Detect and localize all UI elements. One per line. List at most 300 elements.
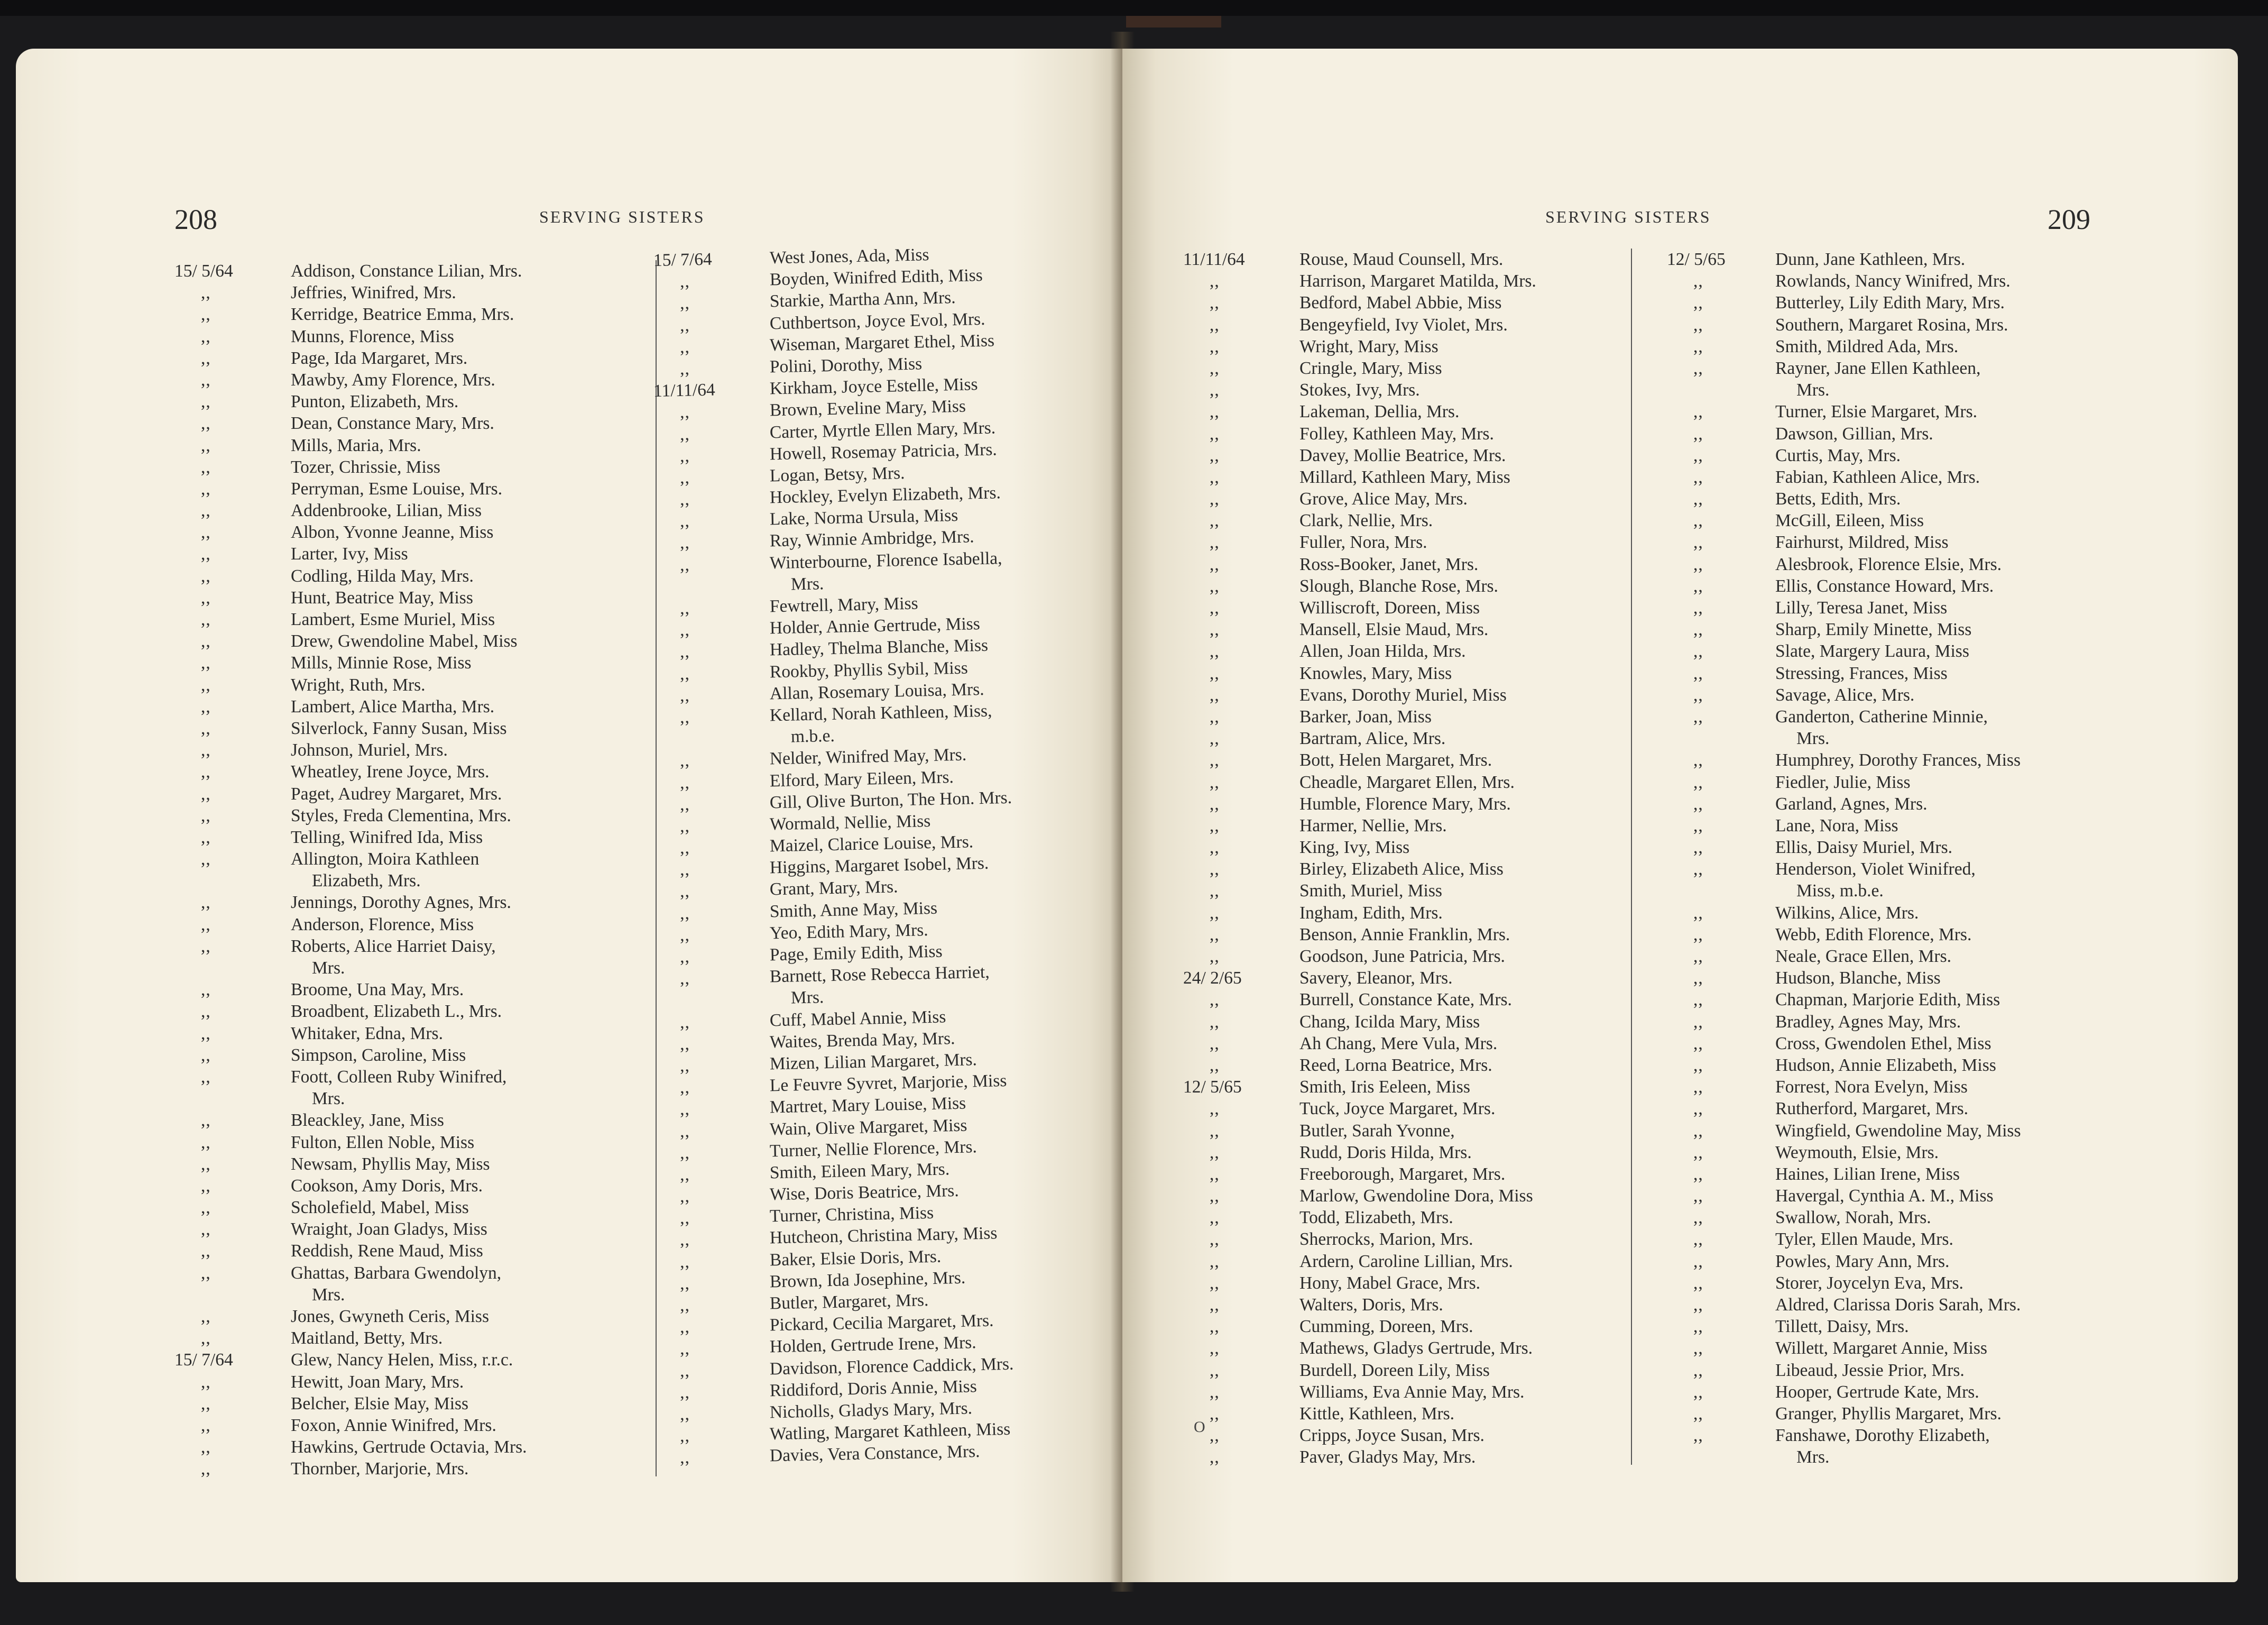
entry-name: Grant, Mary, Mrs.	[769, 877, 898, 899]
entry-date: ,,	[679, 641, 690, 662]
entry-name: Tillett, Daisy, Mrs.	[1775, 1317, 1909, 1337]
list-item	[653, 1159, 950, 1186]
entry-date: ,,	[1210, 1164, 1220, 1184]
entry-name: Henderson, Violet Winifred,	[1775, 859, 1976, 879]
entry-date: ,,	[1693, 533, 1703, 553]
entry-name: Haines, Lilian Irene, Miss	[1775, 1164, 1960, 1184]
running-title-right: SERVING SISTERS	[1545, 207, 1711, 226]
entry-name: Fewtrell, Mary, Miss	[769, 593, 918, 617]
list-item	[653, 1354, 1014, 1382]
entry-date: ,,	[1693, 293, 1703, 313]
entry-date: ,,	[1210, 663, 1220, 683]
entry-name: King, Ivy, Miss	[1299, 838, 1410, 858]
entry-name: Cheadle, Margaret Ellen, Mrs.	[1299, 772, 1515, 792]
list-item	[653, 726, 835, 750]
list-item	[653, 245, 929, 271]
entry-date: ,,	[1210, 620, 1220, 640]
entry-name: Swallow, Norah, Mrs.	[1775, 1208, 1931, 1228]
entry-name: Punton, Elizabeth, Mrs.	[291, 392, 459, 412]
entry-date: ,,	[679, 402, 690, 423]
entry-name: Albon, Yvonne Jeanne, Miss	[291, 522, 494, 543]
entry-name: Brown, Eveline Mary, Miss	[769, 396, 966, 420]
entry-date: ,,	[679, 1426, 690, 1446]
entry-name: Davey, Mollie Beatrice, Mrs.	[1299, 445, 1506, 465]
column-rule	[656, 260, 657, 1476]
entry-name: Slough, Blanche Rose, Mrs.	[1299, 576, 1498, 596]
entry-date: ,,	[201, 610, 211, 629]
entry-date: ,,	[201, 631, 211, 651]
right-page	[1122, 49, 2238, 1582]
entry-date: ,,	[1693, 445, 1703, 465]
entry-date: ,,	[1210, 576, 1220, 596]
entry-name: Telling, Winifred Ida, Miss	[291, 827, 483, 847]
entry-date: ,,	[679, 315, 690, 335]
entry-name: Page, Emily Edith, Miss	[769, 941, 943, 965]
entry-date: ,,	[1210, 859, 1220, 879]
entry-name: Reed, Lorna Beatrice, Mrs.	[1299, 1055, 1492, 1075]
entry-name: Paget, Audrey Margaret, Mrs.	[291, 784, 502, 804]
entry-date: ,,	[1210, 1273, 1220, 1293]
entry-date: ,,	[679, 1055, 690, 1076]
list-item	[653, 679, 984, 707]
entry-name: Drew, Gwendoline Mabel, Miss	[291, 631, 518, 651]
entry-date: ,,	[679, 1273, 690, 1293]
list-item	[653, 832, 974, 859]
entry-date: ,,	[1210, 1295, 1220, 1315]
entry-name: Kellard, Norah Kathleen, Miss,	[769, 701, 992, 726]
entry-name: Knowles, Mary, Miss	[1299, 663, 1452, 683]
entry-date: ,,	[1693, 947, 1703, 966]
entry-name: Hunt, Beatrice May, Miss	[291, 587, 473, 608]
entry-name: Jennings, Dorothy Agnes, Mrs.	[291, 893, 511, 913]
entry-name: Holden, Gertrude Irene, Mrs.	[769, 1333, 976, 1357]
entry-name: Watling, Margaret Kathleen, Miss	[769, 1419, 1011, 1444]
entry-name: Wain, Olive Margaret, Miss	[769, 1115, 967, 1139]
entry-date: ,,	[679, 1012, 690, 1032]
entry-date: ,,	[201, 980, 211, 1000]
entry-date: ,,	[679, 337, 690, 357]
entry-name: Cookson, Amy Doris, Mrs.	[291, 1176, 483, 1196]
list-item	[653, 374, 978, 402]
entry-name: Wise, Doris Beatrice, Mrs.	[769, 1180, 960, 1205]
list-item	[653, 1180, 960, 1208]
entry-name: Stokes, Ivy, Mrs.	[1299, 380, 1420, 400]
list-item	[653, 987, 824, 1012]
entry-date: ,,	[1693, 271, 1703, 291]
entry-date: ,,	[1210, 903, 1220, 923]
entry-date: ,,	[679, 1338, 690, 1359]
entry-date: ,,	[201, 1110, 211, 1131]
entry-name: Storer, Joycelyn Eva, Mrs.	[1775, 1273, 1963, 1293]
entry-name: Cripps, Joyce Susan, Mrs.	[1299, 1426, 1485, 1446]
entry-date: ,,	[201, 370, 211, 390]
entry-date: ,,	[1693, 1055, 1703, 1075]
entry-date: ,,	[1210, 380, 1220, 400]
entry-date: ,,	[1210, 1142, 1220, 1162]
list-item	[653, 463, 905, 489]
entry-name: Slate, Margery Laura, Miss	[1775, 641, 1969, 662]
entry-name: Clark, Nellie, Mrs.	[1299, 511, 1433, 531]
entry-name: Miss, m.b.e.	[1796, 881, 1884, 901]
scan-edge-top	[0, 0, 2268, 16]
list-item	[653, 877, 898, 903]
entry-date: ,,	[201, 849, 211, 869]
entry-date: ,,	[1210, 467, 1220, 487]
entry-name: Reddish, Rene Maud, Miss	[291, 1241, 483, 1261]
entry-date: ,,	[201, 1328, 211, 1348]
entry-name: Marlow, Gwendoline Dora, Miss	[1299, 1186, 1533, 1206]
book-spine	[1126, 16, 1221, 27]
entry-name: Williscroft, Doreen, Miss	[1299, 598, 1480, 618]
entry-date: 12/ 5/65	[1183, 1077, 1242, 1097]
entry-name: Boyden, Winifred Edith, Miss	[769, 265, 983, 290]
entry-name: Butler, Margaret, Mrs.	[769, 1290, 929, 1314]
entry-date: ,,	[201, 653, 211, 673]
entry-name: Hadley, Thelma Blanche, Miss	[769, 636, 989, 660]
entry-name: Mrs.	[312, 958, 345, 978]
entry-name: Tuck, Joyce Margaret, Mrs.	[1299, 1099, 1496, 1119]
entry-name: West Jones, Ada, Miss	[769, 245, 929, 268]
list-item	[653, 1333, 976, 1360]
entry-date: ,,	[679, 925, 690, 945]
entry-name: Ghattas, Barbara Gwendolyn,	[291, 1263, 502, 1283]
entry-name: Smith, Anne May, Miss	[769, 898, 938, 922]
entry-name: Mathews, Gladys Gertrude, Mrs.	[1299, 1338, 1533, 1358]
entry-date: ,,	[1210, 924, 1220, 944]
list-item	[653, 1398, 973, 1426]
entry-date: ,,	[201, 457, 211, 477]
entry-date: ,,	[1693, 903, 1703, 923]
entry-name: Mrs.	[1796, 380, 1830, 400]
entry-date: ,,	[1693, 620, 1703, 640]
entry-name: Stressing, Frances, Miss	[1775, 663, 1948, 683]
entry-date: ,,	[201, 1437, 211, 1457]
entry-date: ,,	[1210, 1426, 1220, 1446]
entry-date: 11/11/64	[1183, 250, 1245, 269]
entry-name: Fairhurst, Mildred, Miss	[1775, 533, 1949, 553]
entry-date: ,,	[1693, 1403, 1703, 1424]
entry-name: Hudson, Annie Elizabeth, Miss	[1775, 1055, 1996, 1075]
entry-name: Scholefield, Mabel, Miss	[291, 1198, 469, 1218]
entry-date: ,,	[1210, 1033, 1220, 1053]
entry-date: ,,	[1693, 1338, 1703, 1358]
running-title-left: SERVING SISTERS	[539, 207, 705, 226]
entry-date: ,,	[1693, 663, 1703, 683]
entry-date: ,,	[1693, 1077, 1703, 1097]
entry-date: ,,	[679, 838, 690, 858]
entry-date: ,,	[1210, 554, 1220, 574]
entry-date: ,,	[201, 414, 211, 434]
entry-name: Hockley, Evelyn Elizabeth, Mrs.	[769, 483, 1001, 508]
entry-name: Rayner, Jane Ellen Kathleen,	[1775, 358, 1981, 378]
entry-date: ,,	[679, 511, 690, 531]
entry-date: ,,	[1693, 1251, 1703, 1271]
entry-name: Mrs.	[790, 574, 824, 594]
entry-date: ,,	[1210, 315, 1220, 335]
signature-mark: O	[1194, 1418, 1205, 1436]
entry-name: Wiseman, Margaret Ethel, Miss	[769, 330, 995, 355]
entry-date: ,,	[201, 1154, 211, 1174]
entry-date: ,,	[679, 1164, 690, 1185]
entry-date: ,,	[1693, 1360, 1703, 1380]
entry-date: ,,	[1693, 489, 1703, 509]
entry-date: ,,	[1210, 729, 1220, 749]
entry-name: Sherrocks, Marion, Mrs.	[1299, 1229, 1473, 1250]
entry-date: ,,	[1210, 445, 1220, 465]
entry-name: Lambert, Esme Muriel, Miss	[291, 610, 495, 629]
list-item	[653, 701, 992, 729]
entry-name: Baker, Elsie Doris, Mrs.	[769, 1246, 942, 1270]
entry-name: Humble, Florence Mary, Mrs.	[1299, 794, 1511, 814]
entry-date: ,,	[1693, 511, 1703, 531]
list-item	[653, 396, 966, 424]
entry-name: Mills, Maria, Mrs.	[291, 435, 421, 455]
list-item	[653, 636, 989, 663]
entry-date: ,,	[679, 446, 690, 466]
entry-name: Smith, Muriel, Miss	[1299, 881, 1442, 901]
list-item	[653, 853, 989, 881]
list-item	[653, 1028, 955, 1055]
list-item	[653, 1050, 978, 1077]
entry-name: Aldred, Clarissa Doris Sarah, Mrs.	[1775, 1295, 2021, 1315]
entry-name: Wormald, Nellie, Miss	[769, 811, 931, 834]
entry-date: ,,	[1210, 685, 1220, 705]
list-item	[653, 1223, 998, 1251]
entry-name: Birley, Elizabeth Alice, Miss	[1299, 859, 1504, 879]
entry-name: Rudd, Doris Hilda, Mrs.	[1299, 1142, 1472, 1162]
entry-name: Fabian, Kathleen Alice, Mrs.	[1775, 467, 1980, 487]
entry-name: Yeo, Edith Mary, Mrs.	[769, 920, 928, 943]
entry-date: ,,	[1693, 750, 1703, 770]
entry-date: ,,	[1693, 1273, 1703, 1293]
entry-name: Nelder, Winifred May, Mrs.	[769, 745, 967, 769]
entry-name: Weymouth, Elsie, Mrs.	[1775, 1142, 1939, 1162]
entry-name: Lilly, Teresa Janet, Miss	[1775, 598, 1948, 618]
entry-name: Bott, Helen Margaret, Mrs.	[1299, 750, 1492, 770]
entry-date: ,,	[1210, 838, 1220, 858]
entry-name: Page, Ida Margaret, Mrs.	[291, 348, 468, 368]
entry-name: Freeborough, Margaret, Mrs.	[1299, 1164, 1506, 1184]
entry-date: ,,	[1693, 924, 1703, 944]
entry-name: Ardern, Caroline Lillian, Mrs.	[1299, 1251, 1513, 1271]
entry-date: ,,	[201, 522, 211, 543]
entry-date: ,,	[1210, 1099, 1220, 1119]
entry-date: ,,	[679, 359, 690, 379]
entry-name: Cuthbertson, Joyce Evol, Mrs.	[769, 309, 985, 333]
entry-name: Fanshawe, Dorothy Elizabeth,	[1775, 1426, 1990, 1446]
entry-name: Broome, Una May, Mrs.	[291, 980, 464, 1000]
entry-date: ,,	[201, 544, 211, 564]
entry-date: ,,	[679, 271, 690, 292]
entry-date: ,,	[679, 1208, 690, 1228]
entry-date: ,,	[201, 718, 211, 738]
entry-name: Carter, Myrtle Ellen Mary, Mrs.	[769, 417, 996, 442]
entry-name: Hooper, Gertrude Kate, Mrs.	[1775, 1382, 1979, 1402]
entry-date: ,,	[1210, 1447, 1220, 1467]
entry-date: ,,	[679, 424, 690, 444]
entry-name: Harrison, Margaret Matilda, Mrs.	[1299, 271, 1536, 291]
entry-date: ,,	[679, 1186, 690, 1207]
entry-name: Granger, Phyllis Margaret, Mrs.	[1775, 1403, 2002, 1424]
list-item	[653, 614, 981, 641]
entry-date: ,,	[201, 936, 211, 956]
list-item	[653, 548, 1002, 576]
entry-date: ,,	[201, 566, 211, 586]
entry-name: Silverlock, Fanny Susan, Miss	[291, 718, 507, 738]
entry-date: ,,	[1693, 598, 1703, 618]
entry-date: ,,	[201, 587, 211, 608]
entry-name: Ganderton, Catherine Minnie,	[1775, 706, 1988, 727]
entry-name: Turner, Elsie Margaret, Mrs.	[1775, 402, 1977, 422]
entry-name: Jeffries, Winifred, Mrs.	[291, 283, 456, 303]
entry-name: Mizen, Lilian Margaret, Mrs.	[769, 1050, 978, 1074]
entry-date: ,,	[201, 348, 211, 368]
list-item	[653, 265, 983, 293]
entry-name: Waites, Brenda May, Mrs.	[769, 1028, 955, 1052]
entry-date: ,,	[201, 1045, 211, 1065]
entry-name: Le Feuvre Syvret, Marjorie, Miss	[769, 1071, 1007, 1096]
entry-date: ,,	[1693, 1317, 1703, 1337]
entry-date: ,,	[201, 914, 211, 934]
entry-name: Millard, Kathleen Mary, Miss	[1299, 467, 1510, 487]
entry-name: Smith, Eileen Mary, Mrs.	[769, 1159, 950, 1183]
entry-date: ,,	[1693, 315, 1703, 335]
entry-name: Lane, Nora, Miss	[1775, 815, 1898, 836]
entry-date: ,,	[201, 305, 211, 325]
entry-name: Webb, Edith Florence, Mrs.	[1775, 924, 1972, 944]
entry-date: ,,	[1210, 1382, 1220, 1402]
entry-name: Pickard, Cecilia Margaret, Mrs.	[769, 1310, 994, 1335]
entry-name: Elford, Mary Eileen, Mrs.	[769, 767, 954, 791]
entry-name: Folley, Kathleen May, Mrs.	[1299, 424, 1494, 444]
entry-name: Whitaker, Edna, Mrs.	[291, 1023, 443, 1043]
entry-name: Wilkins, Alice, Mrs.	[1775, 903, 1919, 923]
entry-date: ,,	[201, 696, 211, 717]
entry-date: 12/ 5/65	[1667, 250, 1726, 269]
entry-name: Addenbrooke, Lilian, Miss	[291, 501, 482, 521]
list-item	[653, 1093, 966, 1121]
entry-name: Johnson, Muriel, Mrs.	[291, 740, 448, 760]
list-item	[653, 941, 943, 968]
entry-date: ,,	[679, 1404, 690, 1424]
entry-name: Garland, Agnes, Mrs.	[1775, 794, 1928, 814]
entry-date: ,,	[1210, 533, 1220, 553]
entry-date: ,,	[201, 435, 211, 455]
entry-name: Dawson, Gillian, Mrs.	[1775, 424, 1933, 444]
entry-name: Benson, Annie Franklin, Mrs.	[1299, 924, 1510, 944]
entry-name: Walters, Doris, Mrs.	[1299, 1295, 1443, 1315]
entry-name: Harmer, Nellie, Mrs.	[1299, 815, 1447, 836]
entry-name: Goodson, June Patricia, Mrs.	[1299, 947, 1505, 966]
entry-name: Havergal, Cynthia A. M., Miss	[1775, 1186, 1994, 1206]
list-item	[653, 1419, 1011, 1447]
entry-name: Wingfield, Gwendoline May, Miss	[1775, 1121, 2021, 1141]
entry-name: Cuff, Mabel Annie, Miss	[769, 1006, 946, 1030]
entry-date: ,,	[679, 1143, 690, 1163]
entry-name: Mrs.	[790, 987, 824, 1008]
entry-date: ,,	[201, 1372, 211, 1392]
entry-name: Chang, Icilda Mary, Miss	[1299, 1012, 1480, 1032]
entry-date: ,,	[1210, 402, 1220, 422]
entry-name: Evans, Dorothy Muriel, Miss	[1299, 685, 1507, 705]
entry-name: Neale, Grace Ellen, Mrs.	[1775, 947, 1951, 966]
list-item	[653, 506, 958, 533]
entry-date: ,,	[201, 283, 211, 303]
entry-name: Ingham, Edith, Mrs.	[1299, 903, 1443, 923]
entry-date: ,,	[1693, 815, 1703, 836]
entry-name: Cumming, Doreen, Mrs.	[1299, 1317, 1473, 1337]
entry-date: ,,	[201, 827, 211, 847]
entry-name: Simpson, Caroline, Miss	[291, 1045, 466, 1065]
entry-date: ,,	[679, 750, 690, 771]
column-rule	[1631, 249, 1632, 1465]
entry-name: Newsam, Phyllis May, Miss	[291, 1154, 490, 1174]
entry-date: ,,	[679, 1077, 690, 1098]
entry-name: Anderson, Florence, Miss	[291, 914, 474, 934]
entry-date: ,,	[1693, 1142, 1703, 1162]
entry-name: Ah Chang, Mere Vula, Mrs.	[1299, 1033, 1498, 1053]
list-item	[653, 767, 954, 794]
entry-date: 15/ 7/64	[653, 249, 713, 270]
entry-date: ,,	[679, 1252, 690, 1272]
entry-date: ,,	[1693, 576, 1703, 596]
entry-date: ,,	[201, 805, 211, 825]
entry-name: Savery, Eleanor, Mrs.	[1299, 968, 1453, 988]
entry-name: Wraight, Joan Gladys, Miss	[291, 1219, 487, 1240]
entry-name: Ellis, Daisy Muriel, Mrs.	[1775, 838, 1952, 858]
entry-name: Paver, Gladys May, Mrs.	[1299, 1447, 1476, 1467]
entry-name: Forrest, Nora Evelyn, Miss	[1775, 1077, 1968, 1097]
entry-name: Dean, Constance Mary, Mrs.	[291, 414, 494, 434]
entry-date: ,,	[1210, 1403, 1220, 1424]
entry-date: ,,	[201, 1241, 211, 1261]
list-item	[653, 920, 928, 947]
list-item	[653, 417, 996, 446]
entry-date: ,,	[1210, 1338, 1220, 1358]
list-item	[653, 309, 985, 337]
entry-name: Munns, Florence, Miss	[291, 326, 454, 346]
entry-date: ,,	[1693, 1229, 1703, 1250]
list-item	[653, 593, 918, 620]
entry-name: Libeaud, Jessie Prior, Mrs.	[1775, 1360, 1965, 1380]
entry-date: ,,	[1210, 293, 1220, 313]
entry-date: ,,	[1693, 424, 1703, 444]
entry-name: Kittle, Kathleen, Mrs.	[1299, 1403, 1455, 1424]
entry-date: ,,	[1210, 1012, 1220, 1032]
list-item	[653, 1268, 966, 1295]
entry-name: Maitland, Betty, Mrs.	[291, 1328, 443, 1348]
entry-date: ,,	[1693, 1033, 1703, 1053]
entry-name: Powles, Mary Ann, Mrs.	[1775, 1251, 1950, 1271]
entry-name: Tyler, Ellen Maude, Mrs.	[1775, 1229, 1953, 1250]
entry-date: 11/11/64	[653, 380, 716, 401]
entry-name: Savage, Alice, Mrs.	[1775, 685, 1915, 705]
entry-name: Bradley, Agnes May, Mrs.	[1775, 1012, 1961, 1032]
entry-date: ,,	[1210, 706, 1220, 727]
entry-date: ,,	[201, 1307, 211, 1326]
entry-date: ,,	[1210, 750, 1220, 770]
entry-name: Wright, Ruth, Mrs.	[291, 675, 426, 695]
entry-name: Wheatley, Irene Joyce, Mrs.	[291, 762, 490, 782]
entry-date: ,,	[201, 479, 211, 499]
entry-name: Mills, Minnie Rose, Miss	[291, 653, 472, 673]
entry-name: McGill, Eileen, Miss	[1775, 511, 1924, 531]
entry-name: Bedford, Mabel Abbie, Miss	[1299, 293, 1502, 313]
entry-date: ,,	[1693, 859, 1703, 879]
entry-name: Fuller, Nora, Mrs.	[1299, 533, 1427, 553]
entry-name: Kerridge, Beatrice Emma, Mrs.	[291, 305, 514, 325]
list-item	[653, 288, 956, 315]
